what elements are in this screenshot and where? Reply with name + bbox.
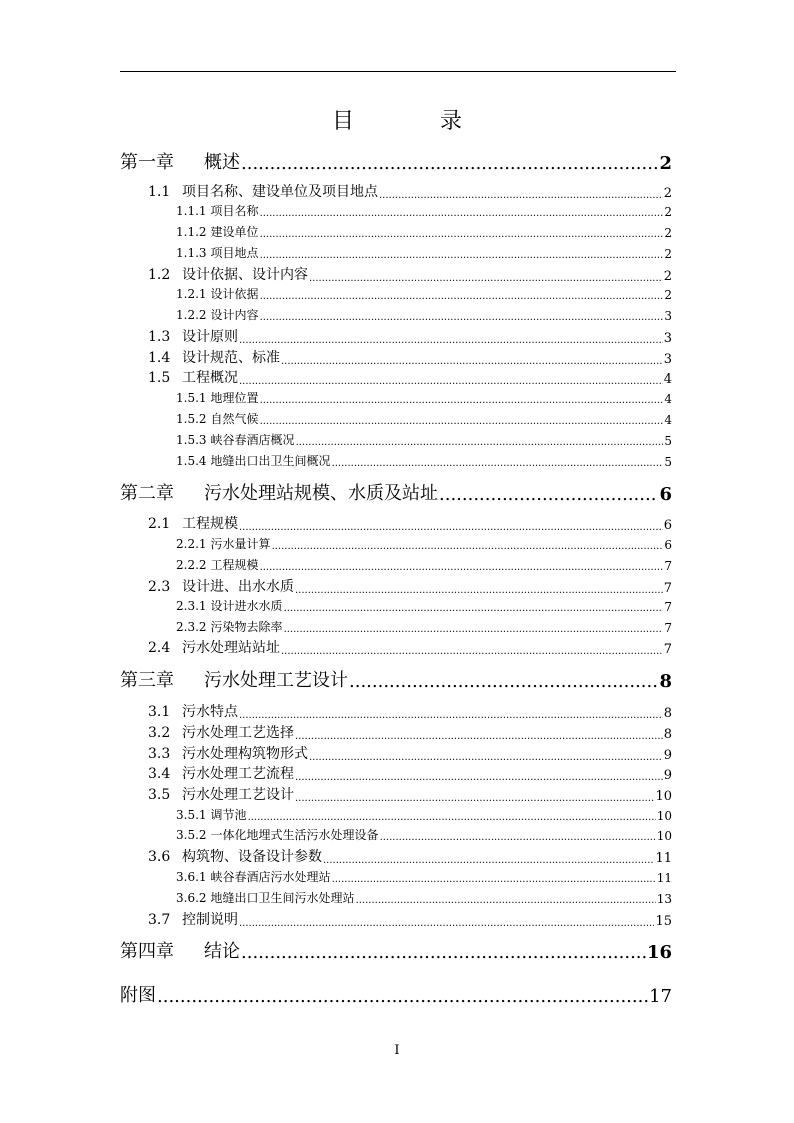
toc-entry-number: 1.1 bbox=[148, 184, 171, 200]
toc-entry-label bbox=[148, 513, 238, 533]
toc-entry-number: 1.5 bbox=[148, 370, 171, 386]
toc-entry-title: 污水处理工艺选择 bbox=[182, 725, 294, 741]
toc-page-number: 2 bbox=[664, 205, 672, 219]
toc-entry-title: 概述 bbox=[204, 152, 240, 173]
toc-leader-dots bbox=[241, 942, 646, 963]
toc-entry-sub[interactable] bbox=[120, 597, 672, 614]
toc-entry-number: 1.5.1 bbox=[176, 391, 207, 405]
toc-page-number: 7 bbox=[664, 600, 672, 614]
toc-page-number: 17 bbox=[649, 986, 672, 1007]
toc-entry-label bbox=[148, 637, 280, 657]
toc-entry-number: 2.3 bbox=[148, 579, 171, 595]
toc-entry-label bbox=[176, 597, 283, 614]
toc-leader-dots bbox=[157, 986, 648, 1007]
toc-leader-dots bbox=[332, 874, 656, 885]
toc-entry-title: 一体化地埋式生活污水处理设备 bbox=[210, 828, 379, 842]
toc-entry-number: 2.2.2 bbox=[176, 558, 207, 572]
toc-page-number: 7 bbox=[663, 642, 672, 657]
toc-page-number: 3 bbox=[664, 309, 672, 323]
toc-entry-section[interactable] bbox=[120, 764, 672, 783]
toc-entry-number: 1.4 bbox=[148, 350, 171, 366]
toc-page-number: 7 bbox=[664, 621, 672, 635]
toc-entry-label bbox=[176, 431, 295, 448]
toc-leader-dots bbox=[284, 624, 664, 635]
toc-entry-label bbox=[120, 937, 240, 963]
page-number-footer: I bbox=[394, 1043, 400, 1058]
toc-leader-dots bbox=[439, 484, 658, 505]
toc-leader-dots bbox=[356, 895, 656, 906]
toc-entry-label bbox=[176, 826, 379, 843]
toc-leader-dots bbox=[309, 273, 663, 284]
toc-entry-label bbox=[148, 264, 308, 284]
toc-page-number: 2 bbox=[663, 186, 672, 201]
toc-entry-chapter[interactable] bbox=[120, 668, 672, 692]
toc-entry-label bbox=[120, 666, 348, 692]
toc-entry-section[interactable] bbox=[120, 514, 672, 533]
toc-entry-number: 3.3 bbox=[148, 746, 171, 762]
toc-leader-dots bbox=[260, 229, 664, 240]
toc-leader-dots bbox=[241, 153, 658, 174]
toc-leader-dots bbox=[239, 376, 663, 387]
toc-entry-label bbox=[176, 223, 259, 240]
toc-entry-sub[interactable] bbox=[120, 806, 672, 823]
toc-entry-title: 设计进、出水水质 bbox=[182, 579, 294, 595]
toc-leader-dots bbox=[295, 731, 663, 742]
toc-leader-dots bbox=[281, 646, 663, 657]
toc-entry-title: 附图 bbox=[120, 985, 156, 1006]
toc-entry-title: 设计依据 bbox=[210, 287, 259, 301]
toc-entry-number: 1.2.1 bbox=[176, 287, 207, 301]
toc-entry-title: 设计规范、标准 bbox=[182, 350, 280, 366]
toc-page-number: 5 bbox=[664, 434, 672, 448]
toc-page-number: 13 bbox=[656, 892, 672, 906]
toc-entry-label bbox=[148, 763, 294, 783]
toc-leader-dots bbox=[295, 793, 654, 804]
toc-leader-dots bbox=[260, 395, 664, 406]
toc-entry-number: 2.4 bbox=[148, 640, 171, 656]
toc-entry-number: 3.6.2 bbox=[176, 891, 207, 905]
toc-entry-sub[interactable] bbox=[120, 410, 672, 427]
toc-entry-chapter[interactable] bbox=[120, 150, 672, 174]
toc-entry-number: 3.4 bbox=[148, 766, 171, 782]
toc-entry-section[interactable] bbox=[120, 368, 672, 387]
toc-entry-label bbox=[148, 743, 308, 763]
toc-page-number: 5 bbox=[664, 455, 672, 469]
toc-leader-dots bbox=[260, 416, 664, 427]
toc-leader-dots bbox=[260, 208, 664, 219]
toc-entry-number: 3.6 bbox=[148, 849, 171, 865]
toc-entry-label bbox=[176, 556, 259, 573]
toc-leader-dots bbox=[239, 335, 663, 346]
toc-entry-number: 1.5.3 bbox=[176, 433, 207, 447]
toc-entry-section[interactable] bbox=[120, 847, 672, 866]
toc-page-number: 9 bbox=[663, 768, 672, 783]
toc-entry-number: 1.5.4 bbox=[176, 454, 207, 468]
toc-entry-sub[interactable] bbox=[120, 556, 672, 573]
toc-entry-title: 工程规模 bbox=[182, 516, 238, 532]
toc-entry-sub[interactable] bbox=[120, 889, 672, 906]
toc-entry-title: 构筑物、设备设计参数 bbox=[182, 849, 322, 865]
toc-entry-number: 1.2.2 bbox=[176, 308, 207, 322]
toc-entry-sub[interactable] bbox=[120, 535, 672, 552]
toc-page-number: 9 bbox=[663, 748, 672, 763]
toc-entry-sub[interactable] bbox=[120, 826, 672, 843]
toc-page-number: 6 bbox=[659, 484, 672, 505]
toc-entry-label bbox=[176, 285, 259, 302]
toc-entry-title: 设计内容 bbox=[210, 308, 259, 322]
toc-entry-number: 1.1.2 bbox=[176, 225, 207, 239]
toc-entry-number: 1.1.3 bbox=[176, 246, 207, 260]
toc-entry-title: 设计原则 bbox=[182, 329, 238, 345]
toc-entry-number: 1.2 bbox=[148, 267, 171, 283]
toc-entry-sub[interactable] bbox=[120, 285, 672, 302]
toc-entry-sub[interactable] bbox=[120, 244, 672, 261]
toc-entry-number: 3.5 bbox=[148, 787, 171, 803]
toc-leader-dots bbox=[239, 522, 663, 533]
toc-page-number: 8 bbox=[663, 727, 672, 742]
toc-page-number: 2 bbox=[664, 247, 672, 261]
toc-entry-label bbox=[176, 889, 355, 906]
toc-entry-title: 设计进水水质 bbox=[210, 599, 283, 613]
toc-entry-title: 污水处理站站址 bbox=[182, 640, 280, 656]
toc-page-number: 8 bbox=[659, 671, 672, 692]
toc-entry-section[interactable] bbox=[120, 723, 672, 742]
toc-entry-number: 3.2 bbox=[148, 725, 171, 741]
toc-page-number: 4 bbox=[663, 372, 672, 387]
toc-leader-dots bbox=[309, 752, 663, 763]
toc-entry-label bbox=[148, 326, 238, 346]
toc-leader-dots bbox=[284, 603, 664, 614]
toc-entry-label bbox=[176, 202, 259, 219]
toc-entry-label bbox=[148, 784, 294, 804]
toc-entry-label bbox=[148, 909, 238, 929]
toc-entry-label bbox=[176, 389, 259, 406]
toc-entry-label bbox=[176, 410, 259, 427]
toc-entry-label bbox=[148, 846, 322, 866]
toc-entry-label bbox=[148, 367, 238, 387]
toc-entry-number: 2.2.1 bbox=[176, 537, 207, 551]
toc-page-number: 6 bbox=[664, 538, 672, 552]
toc-entry-section[interactable] bbox=[120, 702, 672, 721]
toc-page-number: 11 bbox=[655, 851, 672, 866]
toc-entry-label bbox=[176, 452, 331, 469]
toc-entry-section[interactable] bbox=[120, 577, 672, 596]
toc-entry-title: 污染物去除率 bbox=[210, 620, 283, 634]
toc-entry-title: 设计依据、设计内容 bbox=[182, 267, 308, 283]
toc-page-number: 2 bbox=[659, 153, 672, 174]
toc-page-number: 4 bbox=[664, 413, 672, 427]
toc-page-number: 6 bbox=[663, 518, 672, 533]
toc-entry-sub[interactable] bbox=[120, 618, 672, 635]
toc-entry-sub[interactable] bbox=[120, 202, 672, 219]
toc-entry-number: 1.5.2 bbox=[176, 412, 207, 426]
toc-entry-title: 结论 bbox=[204, 941, 240, 962]
toc-page-number: 2 bbox=[664, 226, 672, 240]
toc-entry-number: 第一章 bbox=[120, 152, 174, 173]
toc-leader-dots bbox=[349, 671, 658, 692]
toc-page-number: 8 bbox=[663, 706, 672, 721]
toc-entry-title: 污水处理工艺设计 bbox=[182, 787, 294, 803]
toc-page-number: 10 bbox=[656, 829, 672, 843]
toc-entry-section[interactable] bbox=[120, 638, 672, 657]
toc-entry-number: 第四章 bbox=[120, 941, 174, 962]
toc-entry-label bbox=[148, 722, 294, 742]
toc-entry-section[interactable] bbox=[120, 910, 672, 929]
toc-page-number: 2 bbox=[663, 269, 672, 284]
toc-entry-title: 污水处理工艺设计 bbox=[204, 670, 348, 691]
toc-entry-label bbox=[148, 701, 238, 721]
page-title: 目 录 bbox=[331, 109, 494, 134]
toc-entry-title: 地缝出口卫生间污水处理站 bbox=[210, 891, 355, 905]
toc-leader-dots bbox=[295, 585, 663, 596]
toc-entry-number: 3.5.2 bbox=[176, 828, 207, 842]
toc-entry-chapter[interactable] bbox=[120, 939, 672, 963]
toc-entry-number: 2.3.2 bbox=[176, 620, 207, 634]
toc-entry-title: 项目地点 bbox=[210, 246, 259, 260]
toc-entry-title: 污水处理站规模、水质及站址 bbox=[204, 483, 438, 504]
toc-entry-title: 项目名称 bbox=[210, 204, 259, 218]
toc-entry-title: 峡谷春酒店概况 bbox=[210, 433, 295, 447]
toc-entry-title: 项目名称、建设单位及项目地点 bbox=[182, 184, 378, 200]
toc-entry-label bbox=[120, 148, 240, 174]
toc-entry-sub[interactable] bbox=[120, 389, 672, 406]
toc-entry-chapter[interactable] bbox=[120, 481, 672, 505]
toc-entry-sub[interactable] bbox=[120, 868, 672, 885]
toc-entry-section[interactable] bbox=[120, 785, 672, 804]
toc-entry-label bbox=[176, 535, 271, 552]
toc-entry-sub[interactable] bbox=[120, 452, 672, 469]
toc-leader-dots bbox=[295, 772, 663, 783]
toc-entry-label bbox=[176, 806, 247, 823]
toc-entry-title: 自然气候 bbox=[210, 412, 259, 426]
toc-entry-title: 工程概况 bbox=[182, 370, 238, 386]
toc-entry-number: 3.7 bbox=[148, 912, 171, 928]
toc-entry-label bbox=[148, 347, 280, 367]
toc-leader-dots bbox=[379, 190, 663, 201]
toc-page-number: 11 bbox=[656, 871, 672, 885]
toc-entry-sub[interactable] bbox=[120, 431, 672, 448]
toc-entry-title: 控制说明 bbox=[182, 912, 238, 928]
toc-page-number: 10 bbox=[656, 809, 672, 823]
toc-entry-label bbox=[120, 479, 438, 505]
toc-entry-label bbox=[148, 181, 378, 201]
toc-entry-number: 3.1 bbox=[148, 704, 171, 720]
toc-entry-number: 第三章 bbox=[120, 670, 174, 691]
toc-leader-dots bbox=[260, 291, 664, 302]
toc-entry-sub[interactable] bbox=[120, 223, 672, 240]
toc-entry-title: 污水处理构筑物形式 bbox=[182, 746, 308, 762]
header-rule bbox=[120, 71, 676, 72]
toc-entry-label bbox=[176, 868, 331, 885]
toc-entry-label bbox=[176, 244, 259, 261]
toc-leader-dots bbox=[272, 541, 664, 552]
toc-leader-dots bbox=[281, 356, 663, 367]
toc-entry-title: 地缝出口出卫生间概况 bbox=[210, 454, 331, 468]
toc-entry-title: 建设单位 bbox=[210, 225, 259, 239]
toc-page-number: 4 bbox=[664, 392, 672, 406]
toc-entry-section[interactable] bbox=[120, 327, 672, 346]
toc-page-number: 10 bbox=[655, 789, 672, 804]
toc-entry-section[interactable] bbox=[120, 348, 672, 367]
toc-entry-number: 3.5.1 bbox=[176, 808, 207, 822]
toc-entry-number: 1.1.1 bbox=[176, 204, 207, 218]
toc-entry-label bbox=[176, 306, 259, 323]
toc-page-number: 16 bbox=[646, 942, 672, 963]
toc-entry-section[interactable] bbox=[120, 265, 672, 284]
toc-entry-sub[interactable] bbox=[120, 306, 672, 323]
toc-leader-dots bbox=[296, 437, 664, 448]
toc-leader-dots bbox=[323, 855, 654, 866]
toc-page-number: 15 bbox=[655, 914, 672, 929]
toc-page-number: 7 bbox=[663, 581, 672, 596]
toc-leader-dots bbox=[248, 812, 656, 823]
toc-entry-title: 污水处理工艺流程 bbox=[182, 766, 294, 782]
toc-entry-title: 地理位置 bbox=[210, 391, 259, 405]
toc-page-number: 2 bbox=[664, 288, 672, 302]
toc-leader-dots bbox=[260, 562, 664, 573]
toc-entry-title: 污水量计算 bbox=[210, 537, 271, 551]
toc-entry-number: 3.6.1 bbox=[176, 870, 207, 884]
toc-leader-dots bbox=[239, 918, 654, 929]
toc-entry-appendix[interactable] bbox=[120, 983, 672, 1007]
toc-page-number: 7 bbox=[664, 559, 672, 573]
toc-entry-number: 1.3 bbox=[148, 329, 171, 345]
toc-entry-section[interactable] bbox=[120, 182, 672, 201]
toc-entry-number: 第二章 bbox=[120, 483, 174, 504]
toc-entry-number: 2.3.1 bbox=[176, 599, 207, 613]
toc-leader-dots bbox=[380, 832, 656, 843]
toc-entry-label bbox=[148, 576, 294, 596]
toc-leader-dots bbox=[239, 710, 663, 721]
toc-entry-label bbox=[120, 981, 156, 1007]
toc-entry-label bbox=[176, 618, 283, 635]
toc-page-number: 3 bbox=[663, 352, 672, 367]
toc-entry-number: 2.1 bbox=[148, 516, 171, 532]
toc-entry-title: 污水特点 bbox=[182, 704, 238, 720]
toc-leader-dots bbox=[332, 458, 664, 469]
toc-leader-dots bbox=[260, 250, 664, 261]
toc-entry-title: 工程规模 bbox=[210, 558, 259, 572]
toc-entry-section[interactable] bbox=[120, 744, 672, 763]
toc-page-number: 3 bbox=[663, 331, 672, 346]
toc-entry-title: 峡谷春酒店污水处理站 bbox=[210, 870, 331, 884]
toc-entry-title: 调节池 bbox=[210, 808, 247, 822]
toc-leader-dots bbox=[260, 312, 664, 323]
